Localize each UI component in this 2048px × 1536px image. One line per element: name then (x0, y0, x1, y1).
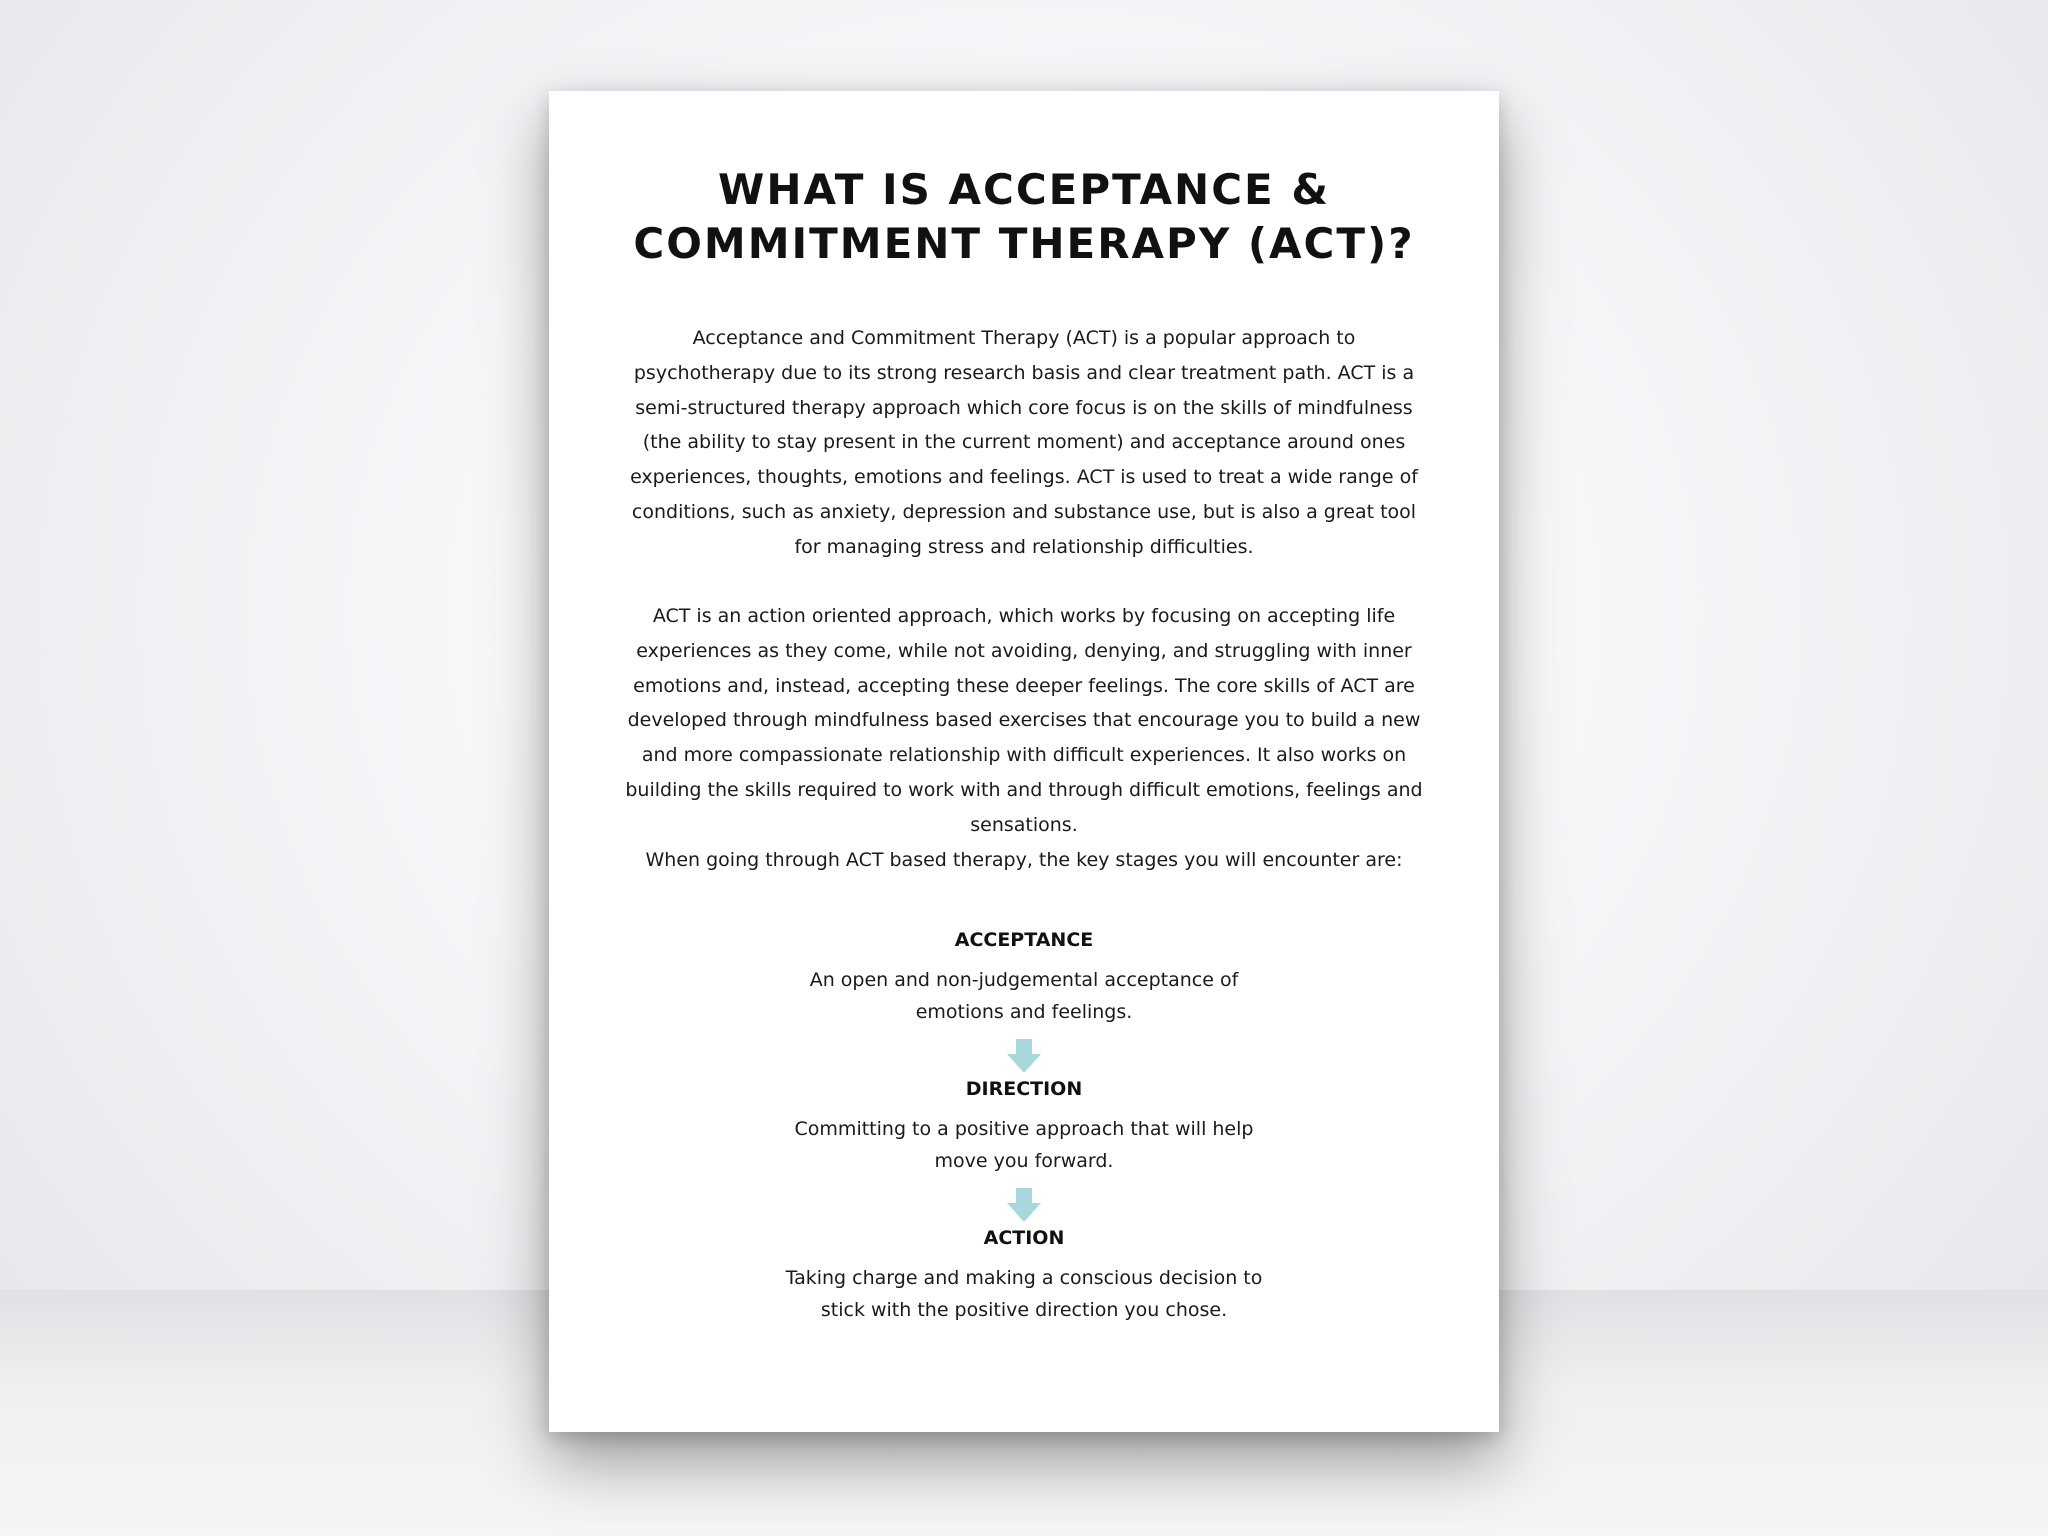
arrow-down-icon (1007, 1188, 1041, 1222)
stage-text-action: Taking charge and making a conscious decision to stick with the positive direction you chose. (785, 1267, 1263, 1321)
stage-text-acceptance: An open and non-judgemental acceptance of emotions and feelings. (809, 969, 1239, 1023)
title-line-1: WHAT IS ACCEPTANCE & (718, 165, 1330, 214)
stage-heading-action: ACTION (983, 1227, 1065, 1249)
title-line-2: COMMITMENT THERAPY (ACT)? (633, 219, 1415, 268)
document-page (549, 91, 1499, 1432)
stage-text-direction: Committing to a positive approach that will help move you forward. (794, 1118, 1254, 1172)
stages-intro-paragraph: When going through ACT based therapy, the key stages you will encounter are: (645, 849, 1403, 871)
stage-heading-acceptance: ACCEPTANCE (954, 929, 1094, 951)
stage-heading-direction: DIRECTION (965, 1078, 1083, 1100)
page-title (549, 163, 1499, 271)
intro-paragraph: Acceptance and Commitment Therapy (ACT) is a popular approach to psychotherapy due to its strong research basis and clear treatment path. ACT is a semi-structured therapy approach which core focus is on the skills of mindfulness (the ability to stay present in the current moment) and acceptance around ones experiences, thoughts, emotions and feelings. ACT is used to treat a wide range of conditions, such as anxiety, depression and substance use, but is also a great tool for managing stress and relationship difficulties. (630, 327, 1418, 558)
arrow-down-icon (1007, 1039, 1041, 1073)
approach-paragraph: ACT is an action oriented approach, which works by focusing on accepting life experiences as they come, while not avoiding, denying, and struggling with inner emotions and, instead, accepting these deeper feelings. The core skills of ACT are developed through mindfulness based exercises that encourage you to build a new and more compassionate relationship with difficult experiences. It also works on building the skills required to work with and through difficult emotions, feelings and sensations. (625, 605, 1423, 836)
